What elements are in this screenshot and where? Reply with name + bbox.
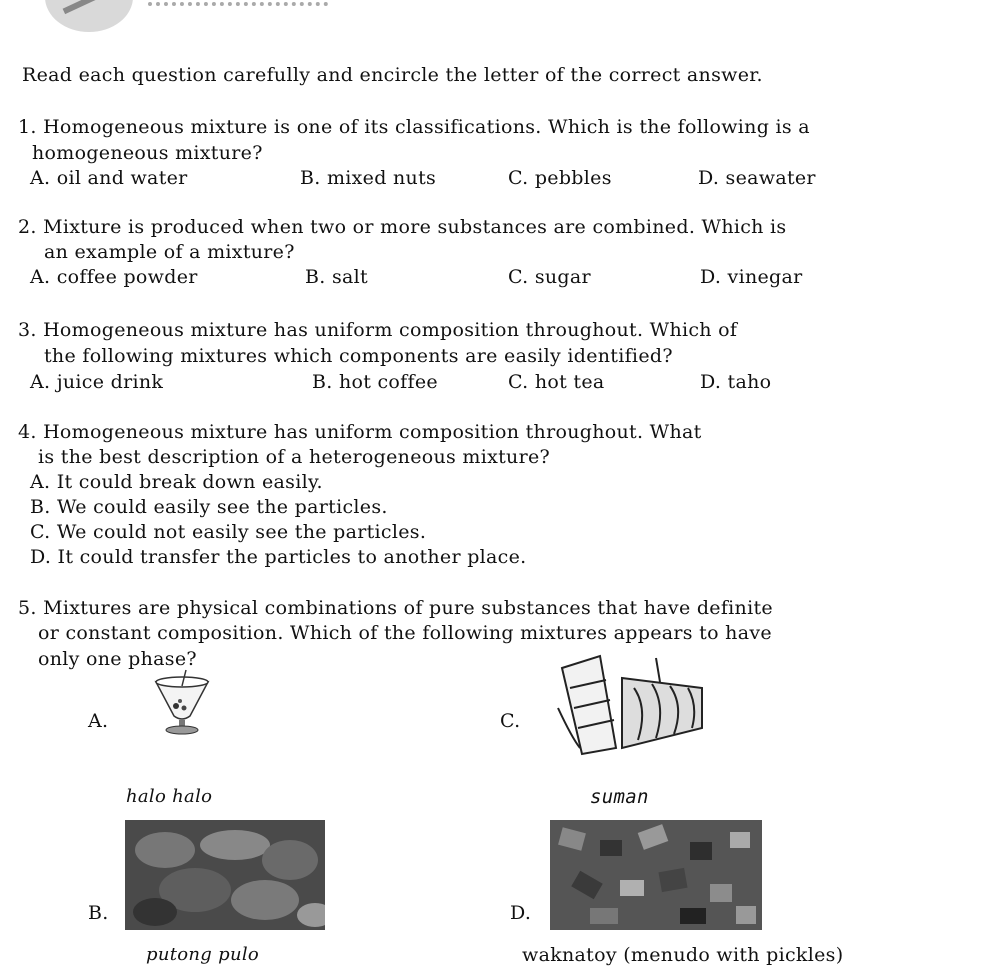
q2-choice-a[interactable]: A. coffee powder [30, 266, 198, 288]
q1-choice-c[interactable]: C. pebbles [508, 167, 612, 189]
suman-icon [552, 648, 712, 758]
q4-choice-b[interactable]: B. We could easily see the particles. [30, 496, 388, 518]
q1-stem-line2: homogeneous mixture? [32, 142, 263, 164]
header-decoration [45, 0, 133, 32]
q2-choice-b[interactable]: B. salt [305, 266, 368, 288]
q3-choice-b[interactable]: B. hot coffee [312, 371, 438, 393]
q2-stem-line1: 2. Mixture is produced when two or more substances are combined. Which is [18, 216, 787, 238]
q3-stem-line1: 3. Homogeneous mixture has uniform composition throughout. Which of [18, 319, 738, 341]
q2-choice-d[interactable]: D. vinegar [700, 266, 803, 288]
q3-choice-d[interactable]: D. taho [700, 371, 772, 393]
q2-stem-line2: an example of a mixture? [44, 241, 295, 263]
waknatoy-photo [550, 820, 762, 930]
q1-choice-d[interactable]: D. seawater [698, 167, 816, 189]
q5-choice-c-caption: suman [590, 786, 649, 808]
putong-pulo-photo [125, 820, 325, 930]
q4-stem-line2: is the best description of a heterogeneous mixture? [38, 446, 551, 468]
dotted-line [148, 0, 328, 6]
q5-choice-b-caption: putong pulo [146, 944, 260, 965]
q1-stem-line1: 1. Homogeneous mixture is one of its classifications. Which is the following is a [18, 116, 810, 138]
q1-choice-a[interactable]: A. oil and water [30, 167, 188, 189]
q4-choice-c[interactable]: C. We could not easily see the particles. [30, 521, 427, 543]
instruction: Read each question carefully and encircle the letter of the correct answer. [22, 64, 763, 86]
q5-stem-line3: only one phase? [38, 648, 197, 670]
q5-choice-a-caption: halo halo [126, 786, 213, 807]
q5-choice-d-caption: waknatoy (menudo with pickles) [522, 944, 844, 966]
q5-stem-line2: or constant composition. Which of the following mixtures appears to have [38, 622, 772, 644]
halo-halo-glass-icon [150, 668, 214, 736]
q3-stem-line2: the following mixtures which components are easily identified? [44, 345, 673, 367]
q4-choice-d[interactable]: D. It could transfer the particles to another place. [30, 546, 527, 568]
q3-choice-a[interactable]: A. juice drink [30, 371, 164, 393]
q5-choice-b-letter[interactable]: B. [88, 902, 109, 924]
q1-choice-b[interactable]: B. mixed nuts [300, 167, 437, 189]
q3-choice-c[interactable]: C. hot tea [508, 371, 605, 393]
q5-choice-a-letter[interactable]: A. [88, 710, 109, 732]
q4-stem-line1: 4. Homogeneous mixture has uniform composition throughout. What [18, 421, 702, 443]
q5-choice-c-letter[interactable]: C. [500, 710, 521, 732]
q4-choice-a[interactable]: A. It could break down easily. [30, 471, 323, 493]
q5-choice-d-letter[interactable]: D. [510, 902, 532, 924]
q2-choice-c[interactable]: C. sugar [508, 266, 591, 288]
q5-stem-line1: 5. Mixtures are physical combinations of pure substances that have definite [18, 597, 773, 619]
